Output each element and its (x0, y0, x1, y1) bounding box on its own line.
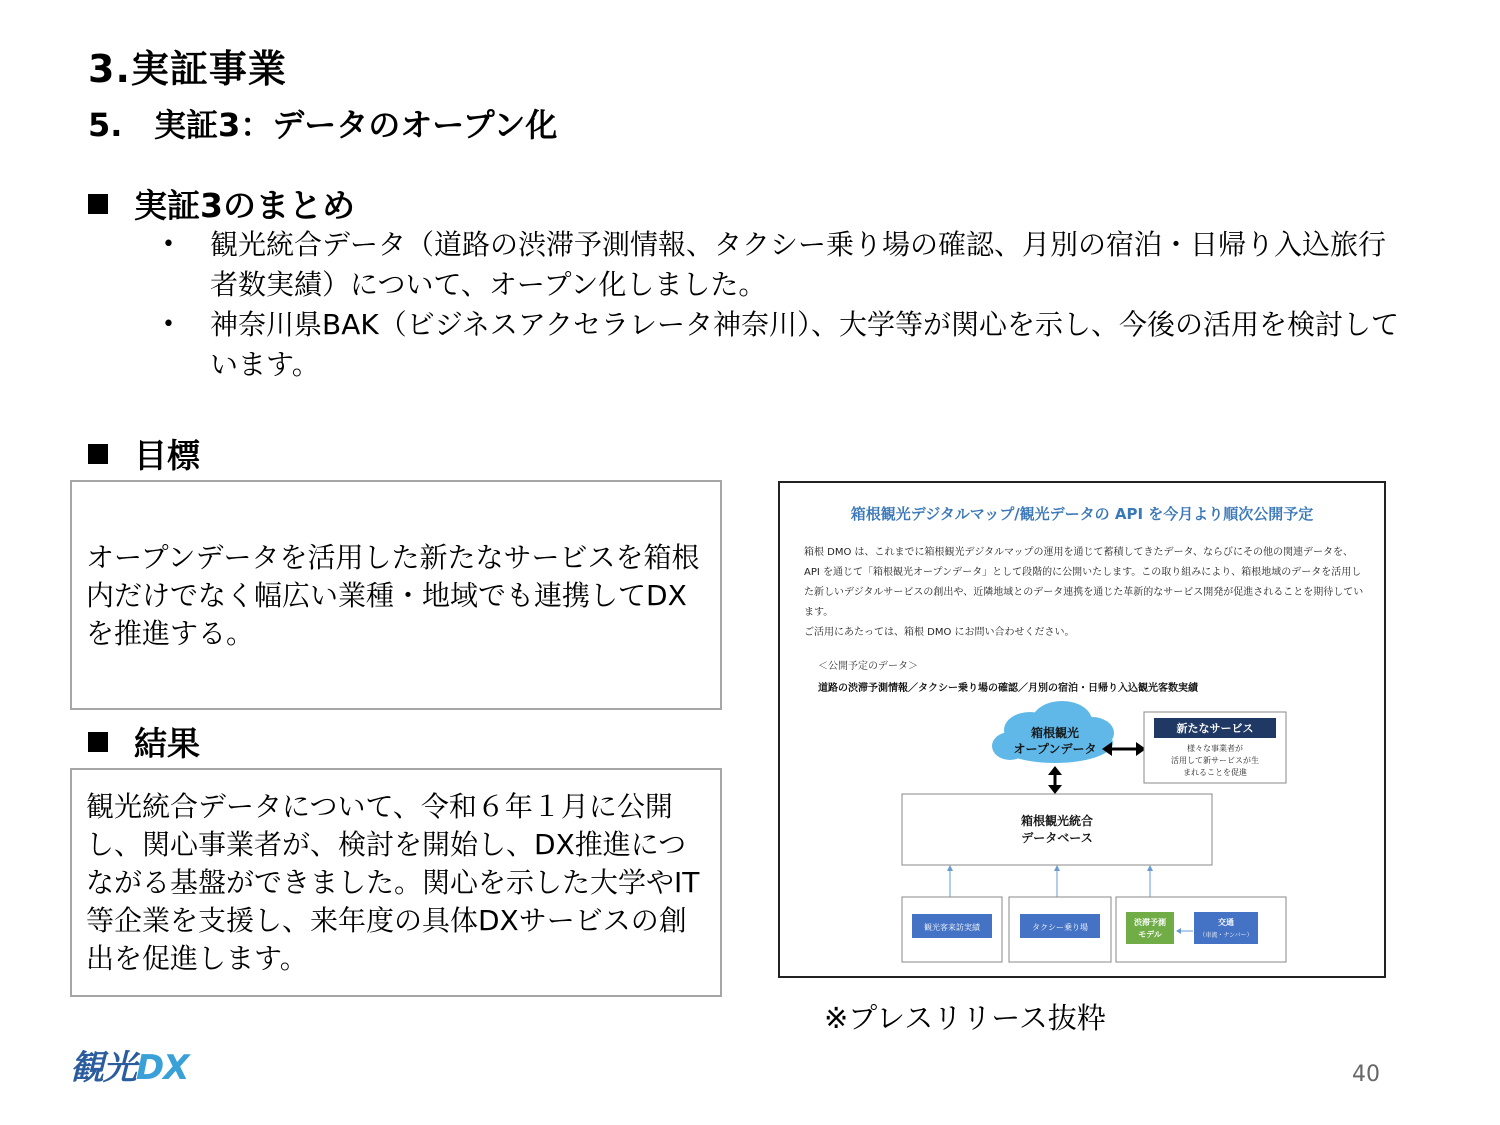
arrow-heads (947, 865, 1153, 871)
square-bullet-icon (88, 732, 108, 752)
goal-box: オープンデータを活用した新たなサービスを箱根内だけでなく幅広い業種・地域でも連携してDXを推進する。 (70, 480, 722, 710)
page-number: 40 (1352, 1062, 1380, 1087)
goal-heading-text: 目標 (134, 436, 200, 475)
press-diagram (780, 483, 1384, 976)
double-arrow-vertical-icon (1048, 766, 1062, 794)
press-data-heading: ＜公開予定のデータ＞ (818, 661, 918, 672)
page-subtitle (88, 100, 557, 146)
service-desc-3: まれることを促進 (1183, 768, 1247, 777)
bullet-text: 観光統合データ（道路の渋滞予測情報、タクシー乗り場の確認、月別の宿泊・日帰り入込旅行者数実績）について、オープン化しました。 (210, 228, 1387, 301)
result-box: 観光統合データについて、令和６年１月に公開し、関心事業者が、検討を開始し、DX推進につながる基盤ができました。関心を示した大学やIT等企業を支援し、来年度の具体DXサービスの創出を促進します。 (70, 768, 722, 997)
square-bullet-icon (88, 444, 108, 464)
service-desc-1: 様々な事業者が (1187, 744, 1243, 753)
kanko-dx-logo (70, 1040, 188, 1089)
bullet-dot-icon: • (162, 232, 175, 257)
press-data-list: 道路の渋滞予測情報／タクシー乗り場の確認／月別の宿泊・日帰り入込観光客数実績 (818, 683, 1198, 694)
cloud-label-2: オープンデータ (1013, 742, 1097, 756)
page-title: 3.実証事業 (88, 47, 287, 91)
press-title: 箱根観光デジタルマップ/観光データの API を今月より順次公開予定 (850, 505, 1314, 523)
press-release-excerpt (778, 481, 1386, 978)
cloud-label-1: 箱根観光 (1030, 726, 1080, 740)
summary-bullets (160, 225, 1400, 385)
summary-heading-text: 実証3のまとめ (134, 186, 355, 225)
source-label-1: 観光客来訪実績 (924, 923, 980, 932)
subtitle-text: 実証3：データのオープン化 (154, 106, 558, 144)
press-body-text: 箱根 DMO は、これまでに箱根観光デジタルマップの運用を通じて蓄積してきたデータ、ならびにその他の関連データを、API を通じて「箱根観光オープンデータ」として段階的に公開いたします。この取り組みにより、箱根地域のデータを活用した新しいデジタルサービスの創出や、近隣地域とのデータ連携を通じた革新的なサービス開発が促進されることを期待しています。 (804, 547, 1364, 618)
source-tag-3 (1126, 912, 1174, 944)
result-heading (88, 718, 200, 765)
summary-heading (88, 180, 355, 227)
database-label-2: データベース (1021, 831, 1093, 845)
press-body-contact: ご活用にあたっては、箱根 DMO にお問い合わせください。 (804, 627, 1075, 638)
logo-text-2: DX (136, 1048, 189, 1088)
list-item (160, 225, 1400, 305)
source-label-3a: 渋滞予測 (1134, 918, 1166, 927)
source-label-3b: モデル (1138, 930, 1162, 939)
bullet-dot-icon: • (162, 312, 175, 337)
source-label-4a: 交通 (1218, 918, 1234, 927)
logo-text-1: 観光 (70, 1048, 136, 1088)
bullet-text: 神奈川県BAK（ビジネスアクセラレータ神奈川）、大学等が関心を示し、今後の活用を検討しています。 (210, 308, 1400, 381)
goal-heading (88, 430, 200, 477)
press-caption: ※プレスリリース抜粋 (824, 1001, 1106, 1035)
service-desc-2: 活用して新サービスが生 (1171, 756, 1259, 765)
database-label-1: 箱根観光統合 (1020, 814, 1094, 828)
service-title: 新たなサービス (1176, 722, 1254, 735)
database-box (902, 794, 1212, 865)
subtitle-number: 5. (88, 106, 123, 144)
square-bullet-icon (88, 194, 108, 214)
source-tag-4 (1194, 912, 1258, 944)
list-item (160, 305, 1400, 385)
source-label-2: タクシー乗り場 (1032, 923, 1088, 932)
source-label-4b: （車流・ナンバー） (1199, 932, 1253, 939)
result-heading-text: 結果 (134, 724, 200, 763)
